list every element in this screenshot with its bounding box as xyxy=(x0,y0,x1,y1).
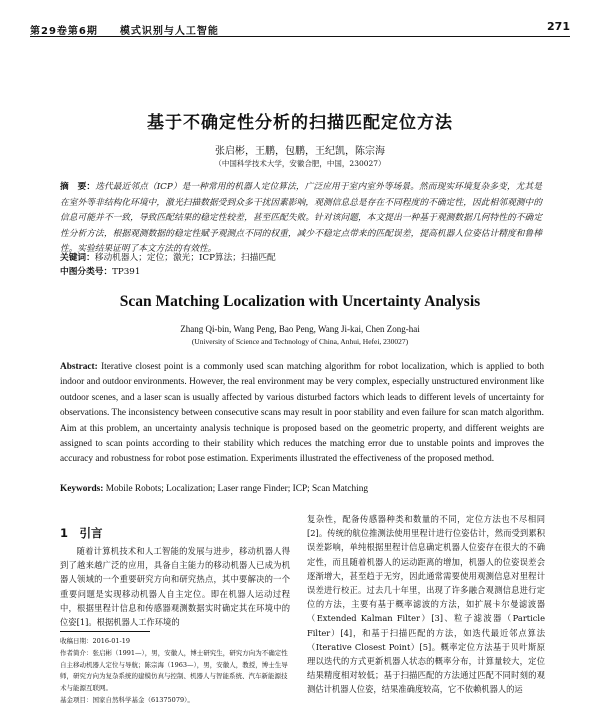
author-bio: 作者简介：张启彬（1991—），男，安徽人，博士研究生，研究方向为不确定性自主移动机器人定位与导航；陈宗海（1963—），男，安徽人，教授，博士生导师，研究方向为复杂系统的建模仿真与控制、机器人与智能系统、汽车新能源技术与能源互联网。 xyxy=(60,648,288,693)
english-keywords-label: Keywords: xyxy=(60,484,104,494)
page-number: 271 xyxy=(547,20,570,33)
section-heading-introduction: 1 引言 xyxy=(60,526,103,540)
classification-value: TP391 xyxy=(112,267,141,277)
body-column-right: 复杂性，配备传感器种类和数量的不同，定位方法也不尽相同[2]。传统的航位推测法使用里程计进行位姿估计，然而受到累积误差影响，单纯根据里程计信息确定机器人位姿存在很大的不确定性，而且随着机器人的运动距离的增加，机器人的位姿误差会逐渐增大，甚至趋于无穷，因此通常需要使用观测信息对里程计误差进行校正。过去几十年里，出现了许多融合观测信息进行定位的方法，主要有基于概率滤波的方法，如扩展卡尔曼滤波器（Extended Kalman Filter）[3]、粒子滤波器（Particle Filter）[4]，和基于扫描匹配的方法，如迭代最近邻点算法（Iterative Closest Point）[5]。概率定位方法基于贝叶斯原理以迭代的方式更新机器人状态的概率分布，计算量较大，定位结果精度相对较低；基于扫描匹配的方法通过匹配不同时刻的观测估计机器人位姿，结果准确度较高，它不依赖机器人的运 xyxy=(307,514,545,695)
footnotes xyxy=(60,636,292,707)
english-keywords xyxy=(60,482,544,496)
classification-label: 中图分类号： xyxy=(60,267,113,277)
chinese-keywords-label: 关键词： xyxy=(60,253,95,263)
classification-number xyxy=(60,265,542,279)
chinese-affiliation: （中国科学技术大学，安徽合肥，中国，230027） xyxy=(214,159,386,168)
chinese-title: 基于不确定性分析的扫描匹配定位方法 xyxy=(147,113,453,133)
running-header xyxy=(30,20,570,37)
chinese-abstract xyxy=(60,180,542,258)
received-date xyxy=(60,636,292,648)
english-abstract xyxy=(60,360,544,468)
journal-header: 第29卷第6期 模式识别与人工智能 xyxy=(30,26,219,37)
footnote-rule xyxy=(60,631,150,632)
english-abstract-text: Iterative closest point is a commonly used scan matching algorithm for robot localization, which is applied to both indoor and outdoor environments. However, the real environment may be very complex, especially unstructured environment like outdoor scenes, and a laser scan is usually affected by various disturbed factors which leads to different levels of uncertainty for observations. The inconsistency between consecutive scans may result in poor stability and even failure for scan match algorithm. Aim at this problem, an uncertainty analysis technique is proposed based on the geometric property, and different weights are assigned to scan points according to their stability which reduces the matching error due to unstable points and improves the accuracy and robustness for robot pose estimation. Experiments illustrated the effectiveness of the proposed method. xyxy=(60,362,544,465)
english-abstract-label: Abstract: xyxy=(60,362,98,372)
english-keywords-text: Mobile Robots; Localization; Laser range Finder; ICP; Scan Matching xyxy=(105,484,369,494)
fund-info: 基金项目：国家自然科学基金（61375079）。 xyxy=(60,695,194,704)
received-date-value: 2016-01-19 xyxy=(92,637,130,645)
english-title: Scan Matching Localization with Uncertainty Analysis xyxy=(119,293,481,310)
english-affiliation: (University of Science and Technology of China, Anhui, Hefei, 230027) xyxy=(191,337,409,346)
body-column-left: 随着计算机技术和人工智能的发展与进步，移动机器人得到了越来越广泛的应用，具备自主能力的移动机器人已成为机器人领域的一个重要研究方向和研究热点，其中要解决的一个重要问题是实现移动机器人自主定位。即在机器人运动过程中，根据里程计信息和传感器观测数据实时确定其在环境中的位姿[1]。根据机器人工作环境的 xyxy=(60,546,290,628)
chinese-keywords-text: 移动机器人；定位；激光；ICP算法；扫描匹配 xyxy=(94,253,276,263)
chinese-keywords xyxy=(60,251,542,265)
received-label: 收稿日期： xyxy=(60,637,93,645)
chinese-abstract-label: 摘 要： xyxy=(60,182,96,192)
chinese-abstract-text: 迭代最近邻点（ICP）是一种常用的机器人定位算法，广泛应用于室内室外等场景。然而现实环境复杂多变，尤其是在室外等非结构化环境中，激光扫描数据受到众多干扰因素影响，观测信息总是存在不同程度的不确定性，因此相邻观测中的信息可能并不一致，导致匹配结果的稳定性较差，甚至匹配失败。针对该问题，本文提出一种基于观测数据几何特性的不确定性分析方法，根据观测数据的稳定性赋予观测点不同的权重，减少不稳定点带来的匹配误差，提高机器人位姿估计精度和鲁棒性。实验结果证明了本文方法的有效性。 xyxy=(60,182,542,254)
english-authors: Zhang Qi-bin, Wang Peng, Bao Peng, Wang Ji-kai, Chen Zong-hai xyxy=(180,324,420,334)
chinese-authors: 张启彬，王鹏，包鹏，王纪凯，陈宗海 xyxy=(215,146,385,157)
